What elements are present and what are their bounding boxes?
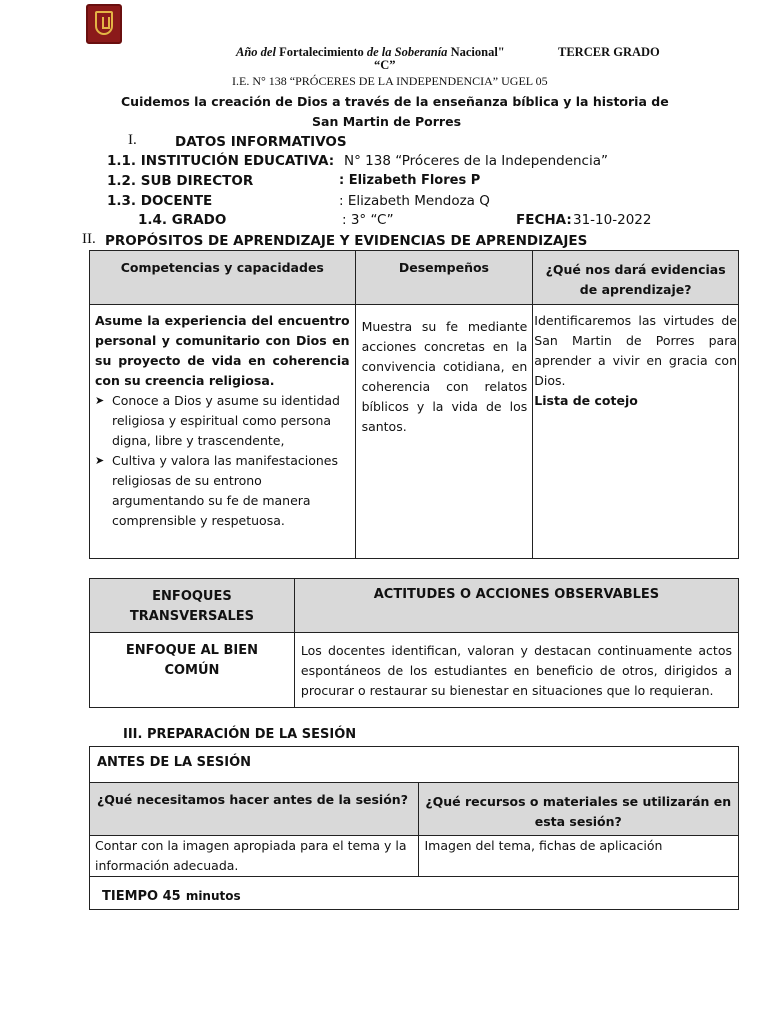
performance-cell: Muestra su fe mediante acciones concretas en la convivencia cotidiana, en coherencia con relatos bíblicos y la vida de los santos. — [355, 305, 533, 559]
section1-title: DATOS INFORMATIVOS — [175, 134, 347, 150]
subdirector-label: 1.2. SUB DIRECTOR — [107, 173, 254, 189]
session-title-line1: Cuidemos la creación de Dios a través de la enseñanza bíblica y la historia de — [121, 94, 669, 109]
attitudes-header: ACTITUDES O ACCIONES OBSERVABLES — [294, 579, 738, 633]
year-motto — [236, 45, 505, 60]
approach-name: ENFOQUE AL BIEN COMÚN — [90, 633, 295, 708]
subdirector-value: : Elizabeth Flores P — [339, 173, 481, 188]
institution-value: N° 138 “Próceres de la Independencia” — [344, 153, 609, 169]
school-logo — [86, 4, 122, 44]
shield-icon — [95, 11, 113, 35]
preparation-table — [89, 746, 739, 910]
resources-cell: Imagen del tema, fichas de aplicación — [418, 836, 739, 877]
section3-title: III. PREPARACIÓN DE LA SESIÓN — [123, 727, 357, 742]
competences-cell — [90, 305, 356, 559]
capacity-item: ➤ Cultiva y valora las manifestaciones religiosas de su entrono argumentando su fe de manera comprensible y respetuosa. — [95, 451, 350, 531]
time-cell — [90, 877, 739, 910]
date-value: 31-10-2022 — [573, 212, 652, 228]
year-motto-end: Nacional" — [450, 45, 505, 59]
capacity-item: ➤ Conoce a Dios y asume su identidad religiosa y espiritual como persona digna, libre y trascendente, — [95, 391, 350, 451]
resources-header: ¿Qué recursos o materiales se utilizarán en esta sesión? — [418, 783, 739, 836]
grade-row-value: : 3° “C” — [342, 212, 394, 228]
evidence-tool: Lista de cotejo — [534, 393, 638, 408]
institution-label: 1.1. INSTITUCIÓN EDUCATIVA: — [107, 153, 335, 169]
section-label: “C” — [374, 58, 396, 72]
session-title-line2: San Martin de Porres — [312, 114, 462, 129]
todo-header: ¿Qué necesitamos hacer antes de la sesión? — [90, 783, 419, 836]
before-session-label: ANTES DE LA SESIÓN — [90, 747, 739, 783]
performance-header: Desempeños — [355, 251, 533, 305]
teacher-label: 1.3. DOCENTE — [107, 193, 213, 209]
competence-title: Asume la experiencia del encuentro personal y comunitario con Dios en su proyecto de vida en coherencia con su creencia religiosa. — [95, 313, 350, 388]
section2-numeral: II. — [82, 231, 96, 247]
purposes-table — [89, 250, 739, 559]
evidence-cell — [533, 305, 739, 559]
evidence-header: ¿Qué nos dará evidencias de aprendizaje? — [533, 251, 739, 305]
year-motto-part1: Fortalecimiento — [279, 45, 364, 59]
approach-table — [89, 578, 739, 708]
approach-description: Los docentes identifican, valoran y destacan continuamente actos espontáneos de los estudiantes en beneficio de otros, dirigidos a procurar o restaurar su bienestar en situaciones que lo requieran. — [294, 633, 738, 708]
teacher-value: : Elizabeth Mendoza Q — [339, 193, 490, 209]
grade-row-label: 1.4. GRADO — [138, 212, 227, 228]
section2-title: PROPÓSITOS DE APRENDIZAJE Y EVIDENCIAS DE APRENDIZAJES — [105, 233, 588, 249]
year-motto-part2: de la Soberanía — [366, 45, 448, 59]
year-motto-prefix: Año del — [236, 45, 276, 59]
competences-header: Competencias y capacidades — [90, 251, 356, 305]
time-label: TIEMPO 45 — [102, 889, 181, 904]
approach-header: ENFOQUES TRANSVERSALES — [90, 579, 295, 633]
grade-label: TERCER GRADO — [558, 45, 660, 59]
date-label: FECHA: — [516, 212, 572, 228]
evidence-text: Identificaremos las virtudes de San Martin de Porres para aprender a vivir en gracia con Dios. — [534, 313, 737, 388]
todo-cell: Contar con la imagen apropiada para el tema y la información adecuada. — [90, 836, 419, 877]
section1-numeral: I. — [128, 132, 137, 148]
time-unit: minutos — [185, 889, 241, 903]
school-line: I.E. N° 138 “PRÓCERES DE LA INDEPENDENCIA” UGEL 05 — [232, 74, 548, 88]
